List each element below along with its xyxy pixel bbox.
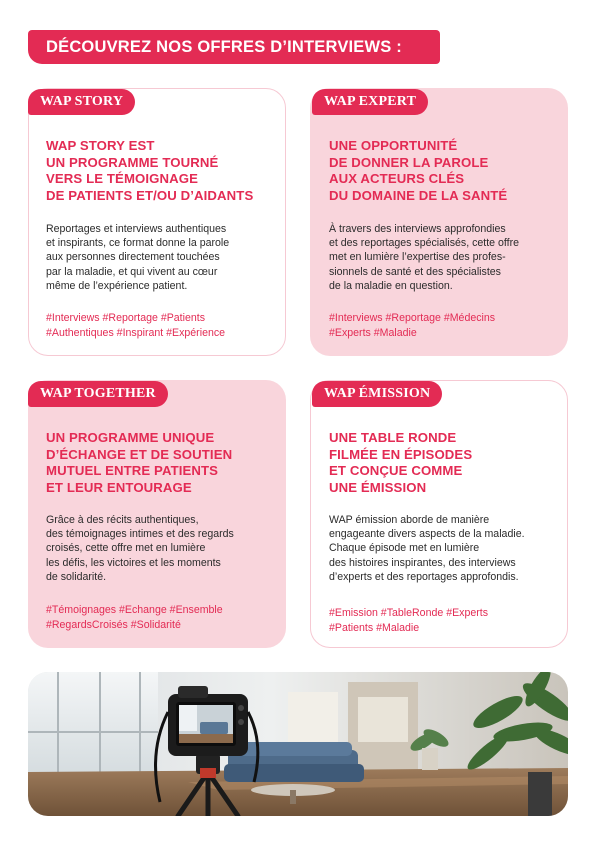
camera-living-room-photo (28, 672, 568, 816)
offer-tag-wap-together: WAP TOGETHER (28, 381, 168, 407)
offer-hashtags-wap-together: #Témoignages #Echange #Ensemble #RegardsCroisés #Solidarité (46, 604, 223, 631)
offer-title-wap-story: WAP STORY EST UN PROGRAMME TOURNÉ VERS LE TÉMOIGNAGE DE PATIENTS ET/OU D’AIDANTS (46, 138, 254, 203)
offer-title-wap-together: UN PROGRAMME UNIQUE D’ÉCHANGE ET DE SOUTIEN MUTUEL ENTRE PATIENTS ET LEUR ENTOURAGE (46, 430, 233, 495)
section-title: DÉCOUVREZ NOS OFFRES D’INTERVIEWS : (46, 37, 402, 56)
offer-tag-wap-expert: WAP EXPERT (312, 89, 428, 115)
offer-hashtags-wap-story: #Interviews #Reportage #Patients #Authentiques #Inspirant #Expérience (46, 312, 226, 339)
offer-description-wap-emission: WAP émission aborde de manière engageante divers aspects de la maladie. Chaque épisode met en lumière des histoires inspirantes, des interviews d’experts et des reportages approfondis. (329, 514, 525, 583)
offer-title-wap-emission: UNE TABLE RONDE FILMÉE EN ÉPISODES ET CONÇUE COMME UNE ÉMISSION (329, 430, 473, 495)
section-title-banner (28, 30, 440, 64)
offer-description-wap-story: Reportages et interviews authentiques et inspirants, ce format donne la parole aux personnes directement touchées par la maladie, et qui vivent au cœur même de l’expérience patient. (46, 223, 230, 292)
offer-description-wap-together: Grâce à des récits authentiques, des témoignages intimes et des regards croisés, cette offre met en lumière les défis, les victoires et les moments de solidarité. (46, 514, 234, 583)
offer-tag-wap-story: WAP STORY (28, 89, 135, 115)
offer-tag-wap-emission: WAP ÉMISSION (312, 381, 442, 407)
offer-title-wap-expert: UNE OPPORTUNITÉ DE DONNER LA PAROLE AUX ACTEURS CLÉS DU DOMAINE DE LA SANTÉ (329, 138, 508, 203)
offer-hashtags-wap-emission: #Emission #TableRonde #Experts #Patients #Maladie (329, 607, 488, 634)
offer-hashtags-wap-expert: #Interviews #Reportage #Médecins #Experts #Maladie (329, 312, 496, 339)
offer-description-wap-expert: À travers des interviews approfondies et des reportages spécialisés, cette offre met en lumière l’expertise des profes- sionnels de santé et des spécialistes de la maladie en question. (329, 223, 520, 292)
